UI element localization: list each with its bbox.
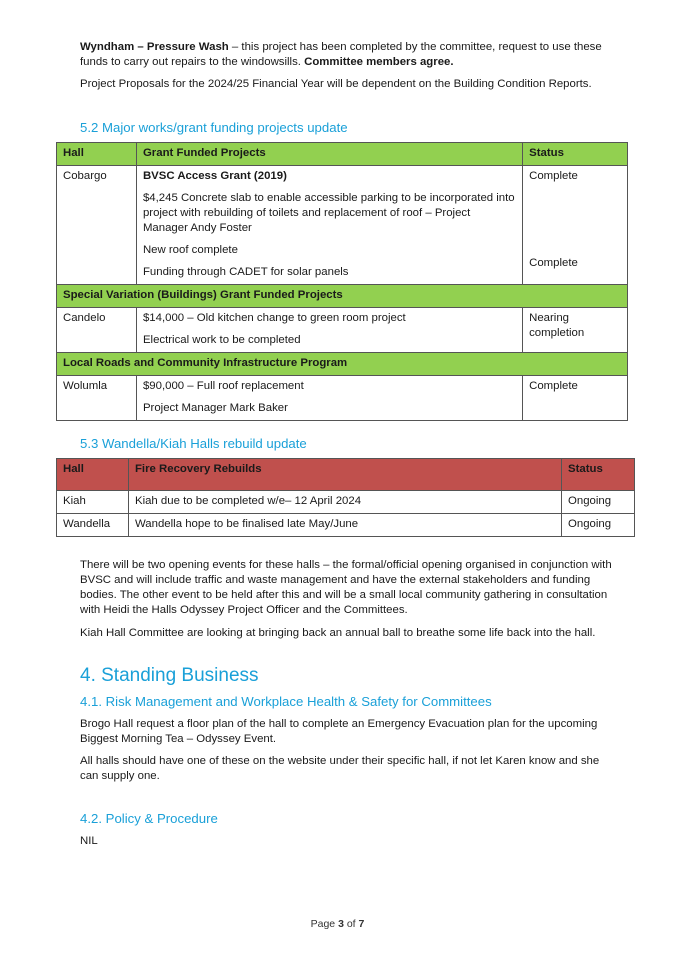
col-projects-header: Grant Funded Projects [136, 143, 522, 166]
table-section-row [57, 353, 628, 376]
projects-cell [136, 376, 522, 421]
rebuild-table [56, 458, 635, 537]
project-text: $4,245 Concrete slab to enable accessible parking to be incorporated into project with rebuilding of toilets and replacement of roof – Project Manager Andy Foster [142, 192, 515, 234]
col-status-header: Status [562, 459, 635, 491]
status-cell: Ongoing [562, 491, 635, 514]
project-text: $14,000 – Old kitchen change to green room project [142, 312, 406, 324]
rebuild-cell: Kiah due to be completed w/e– 12 April 2024 [128, 491, 561, 514]
page-word: Page [310, 918, 336, 930]
project-text: Funding through CADET for solar panels [142, 266, 349, 278]
table-row [57, 308, 628, 353]
policy-paragraph: NIL [80, 835, 98, 847]
project-title: BVSC Access Grant (2019) [142, 170, 287, 182]
col-hall-header: Hall [57, 143, 137, 166]
floor-plan-paragraph: All halls should have one of these on the website under their specific hall, if not let Karen know and she can supply one. [80, 755, 600, 782]
project-text: Project Manager Mark Baker [142, 402, 288, 414]
hall-cell: Candelo [57, 308, 137, 353]
table-header-row [57, 459, 635, 491]
hall-cell: Wolumla [57, 376, 137, 421]
status-cell: Complete [523, 376, 628, 421]
page-number: 3 [338, 918, 344, 930]
table-row [57, 514, 635, 537]
wyndham-paragraph [80, 40, 615, 70]
col-status-header: Status [523, 143, 628, 166]
status-text: Complete [529, 257, 578, 269]
section-4-2-heading: 4.2. Policy & Procedure [80, 811, 218, 826]
special-variation-header: Special Variation (Buildings) Grant Funded Projects [57, 285, 628, 308]
table-row [57, 166, 628, 285]
brogo-paragraph: Brogo Hall request a floor plan of the hall to complete an Emergency Evacuation plan for the upcoming Biggest Morning Tea – Odyssey Event. [80, 718, 598, 745]
wyndham-title: Wyndham – Pressure Wash [80, 41, 229, 53]
section-5-3-heading: 5.3 Wandella/Kiah Halls rebuild update [80, 436, 307, 451]
project-text: Electrical work to be completed [142, 334, 301, 346]
page-footer [0, 917, 675, 932]
page-total: 7 [358, 918, 365, 930]
table-section-row [57, 285, 628, 308]
project-text: $90,000 – Full roof replacement [142, 380, 304, 392]
col-hall-header: Hall [57, 459, 129, 491]
opening-events-paragraph: There will be two opening events for these halls – the formal/official opening organised in conjunction with BVSC and will include traffic and waste management and have the external stakeholders and funding bodies. The other event to be held after this and will be a small local community gathering in consultation with Heidi the Halls Odyssey Project Officer and the Committees. [80, 559, 612, 616]
section-5-2-heading: 5.2 Major works/grant funding projects update [80, 120, 348, 135]
major-works-table [56, 142, 628, 421]
wyndham-text: – this project has been completed by the committee, request to use these funds to carry out repairs to the windowsills. [80, 41, 602, 68]
section-4-1-heading: 4.1. Risk Management and Workplace Health & Safety for Committees [80, 694, 492, 709]
status-cell: Ongoing [562, 514, 635, 537]
col-projects-header: Fire Recovery Rebuilds [128, 459, 561, 491]
status-cell: Nearing completion [523, 308, 628, 353]
kiah-ball-paragraph: Kiah Hall Committee are looking at bringing back an annual ball to breathe some life back into the hall. [80, 627, 596, 639]
status-cell [523, 166, 628, 285]
table-row [57, 376, 628, 421]
of-word: of [346, 918, 356, 930]
projects-cell [136, 308, 522, 353]
hall-cell: Wandella [57, 514, 129, 537]
project-text: New roof complete [142, 244, 238, 256]
hall-cell: Cobargo [57, 166, 137, 285]
proposals-paragraph: Project Proposals for the 2024/25 Financial Year will be dependent on the Building Condition Reports. [80, 78, 592, 90]
table-row [57, 491, 635, 514]
projects-cell [136, 166, 522, 285]
hall-cell: Kiah [57, 491, 129, 514]
wyndham-agree: Committee members agree. [304, 56, 454, 68]
status-text: Complete [529, 170, 578, 182]
local-roads-header: Local Roads and Community Infrastructure Program [57, 353, 628, 376]
section-4-heading: 4. Standing Business [80, 665, 259, 686]
rebuild-cell: Wandella hope to be finalised late May/June [128, 514, 561, 537]
table-header-row [57, 143, 628, 166]
